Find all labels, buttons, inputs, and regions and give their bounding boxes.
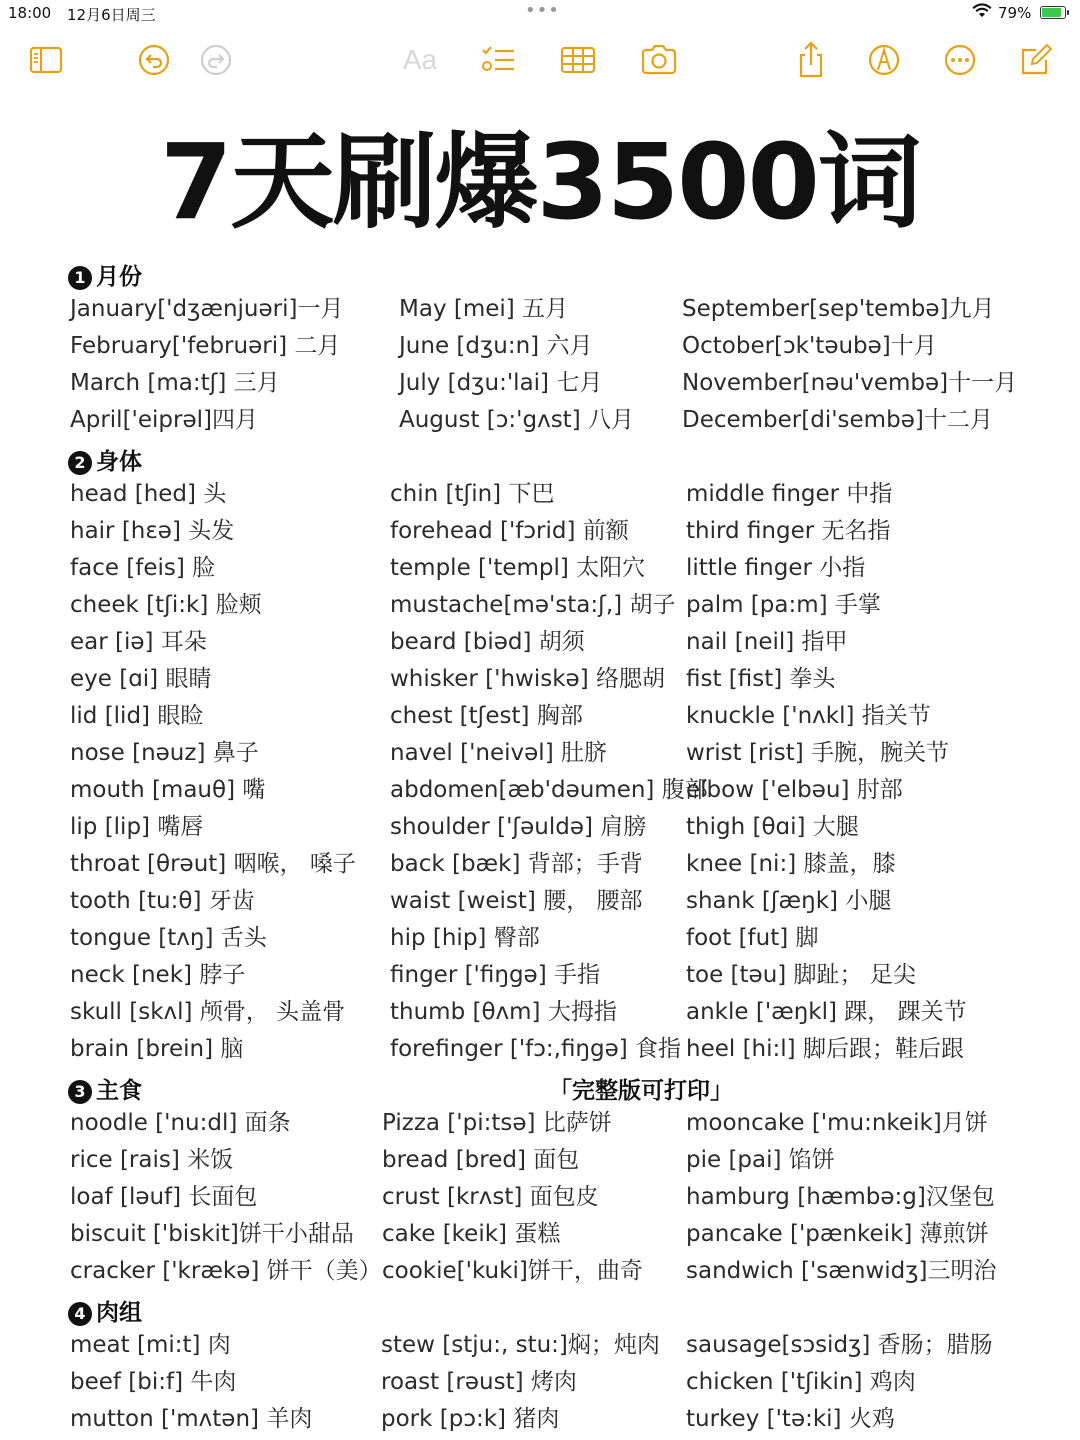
vocab-entry: face [feis] 脸 [70, 555, 216, 581]
vocab-entry: forefinger ['fɔ:,fiŋgə] 食指 [390, 1036, 682, 1062]
vocab-entry: mutton ['mʌtən] 羊肉 [70, 1406, 313, 1432]
vocab-entry: biscuit ['biskit]饼干小甜品 [70, 1221, 354, 1247]
vocab-entry: knuckle ['nʌkl] 指关节 [686, 703, 931, 729]
vocab-entry: crust [krʌst] 面包皮 [382, 1184, 599, 1210]
vocab-entry: May [mei] 五月 [399, 296, 569, 322]
vocab-entry: knee [ni:] 膝盖，膝 [686, 851, 896, 877]
camera-icon[interactable] [639, 40, 679, 80]
vocab-entry: back [bæk] 背部；手背 [390, 851, 643, 877]
vocab-entry: meat [mi:t] 肉 [70, 1332, 231, 1358]
redo-icon[interactable] [196, 40, 236, 80]
vocab-entry: chest [tʃest] 胸部 [390, 703, 583, 729]
vocab-entry: whisker ['hwiskə] 络腮胡 [390, 666, 665, 692]
vocab-entry: lid [lid] 眼睑 [70, 703, 204, 729]
notes-toolbar [0, 40, 1080, 84]
vocab-entry: mooncake ['mu:nkeik]月饼 [686, 1110, 988, 1136]
vocab-entry: middle finger 中指 [686, 481, 893, 507]
vocab-entry: nose [nəuz] 鼻子 [70, 740, 259, 766]
vocab-entry: February['februəri] 二月 [70, 333, 341, 359]
vocab-entry: November[nəu'vembə]十一月 [682, 370, 1018, 396]
vocab-entry: noodle ['nu:dl] 面条 [70, 1110, 291, 1136]
wifi-icon [972, 3, 992, 23]
status-time: 18:00 [8, 4, 52, 22]
vocab-entry: fist [fist] 拳头 [686, 666, 836, 692]
vocab-entry: hip [hip] 臀部 [390, 925, 540, 951]
vocab-entry: Pizza ['pi:tsə] 比萨饼 [382, 1110, 612, 1136]
vocab-entry: tongue [tʌŋ] 舌头 [70, 925, 267, 951]
section-heading-staples: 3 主食 [68, 1072, 142, 1105]
checklist-icon[interactable] [478, 40, 518, 80]
section-heading-months: 1 月份 [68, 258, 142, 291]
vocab-entry: temple ['templ] 太阳穴 [390, 555, 646, 581]
battery-percent: 79% [998, 4, 1032, 22]
vocab-entry: chicken ['tʃikin] 鸡肉 [686, 1369, 916, 1395]
vocab-entry: cracker ['krækə] 饼干（美） [70, 1258, 382, 1284]
vocab-entry: beef [bi:f] 牛肉 [70, 1369, 237, 1395]
vocab-entry: brain [brein] 脑 [70, 1036, 244, 1062]
vocab-entry: stew [stju:, stu:]焖；炖肉 [381, 1332, 660, 1358]
vocab-entry: chin [tʃin] 下巴 [390, 481, 555, 507]
vocab-entry: mouth [mauθ] 嘴 [70, 777, 266, 803]
note-title: 7天刷爆3500词 [160, 121, 920, 243]
print-note: 「完整版可打印」 [549, 1078, 733, 1104]
battery-icon [1040, 6, 1066, 19]
vocab-entry: pork [pɔ:k] 猪肉 [381, 1406, 560, 1432]
vocab-entry: July [dʒu:'lai] 七月 [399, 370, 603, 396]
vocab-entry: beard [biəd] 胡须 [390, 629, 585, 655]
vocab-entry: December[di'sembə]十二月 [682, 407, 993, 433]
vocab-entry: April['eiprəl]四月 [70, 407, 258, 433]
vocab-entry: elbow ['elbəu] 肘部 [686, 777, 903, 803]
vocab-entry: forehead ['fɔrid] 前额 [390, 518, 629, 544]
vocab-entry: shoulder ['ʃəuldə] 肩膀 [390, 814, 647, 840]
vocab-entry: bread [bred] 面包 [382, 1147, 580, 1173]
vocab-entry: neck [nek] 脖子 [70, 962, 246, 988]
vocab-entry: August [ɔ:'gʌst] 八月 [399, 407, 634, 433]
vocab-entry: cookie['kuki]饼干，曲奇 [382, 1258, 643, 1284]
vocab-entry: cake [keik] 蛋糕 [382, 1221, 561, 1247]
vocab-entry: January['dʒænjuəri]一月 [70, 296, 344, 322]
vocab-entry: tooth [tu:θ] 牙齿 [70, 888, 255, 914]
vocab-entry: hamburg [hæmbə:g]汉堡包 [686, 1184, 995, 1210]
vocab-entry: mustache[mə'sta:ʃ,] 胡子 [390, 592, 676, 618]
sidebar-icon[interactable] [26, 40, 66, 80]
vocab-entry: turkey ['tə:ki] 火鸡 [686, 1406, 895, 1432]
text-format-icon[interactable]: Aa [402, 44, 438, 75]
markup-icon[interactable] [864, 40, 904, 80]
vocab-entry: sandwich ['sænwidʒ]三明治 [686, 1258, 997, 1284]
vocab-entry: palm [pa:m] 手掌 [686, 592, 881, 618]
vocab-entry: head [hed] 头 [70, 481, 227, 507]
vocab-entry: roast [rəust] 烤肉 [381, 1369, 577, 1395]
vocab-entry: September[sep'tembə]九月 [682, 296, 995, 322]
vocab-entry: loaf [ləuf] 长面包 [70, 1184, 258, 1210]
status-date: 12月6日周三 [67, 6, 156, 24]
vocab-entry: June [dʒu:n] 六月 [399, 333, 593, 359]
vocab-entry: wrist [rist] 手腕，腕关节 [686, 740, 950, 766]
vocab-entry: waist [weist] 腰， 腰部 [390, 888, 643, 914]
compose-icon[interactable] [1016, 40, 1056, 80]
vocab-entry: lip [lip] 嘴唇 [70, 814, 204, 840]
vocab-entry: ear [iə] 耳朵 [70, 629, 207, 655]
vocab-entry: March [ma:tʃ] 三月 [70, 370, 280, 396]
share-icon[interactable] [791, 40, 831, 80]
more-icon[interactable] [940, 40, 980, 80]
vocab-entry: little finger 小指 [686, 555, 866, 581]
vocab-entry: throat [θrəut] 咽喉， 嗓子 [70, 851, 356, 877]
vocab-entry: heel [hi:l] 脚后跟；鞋后跟 [686, 1036, 964, 1062]
vocab-entry: third finger 无名指 [686, 518, 891, 544]
vocab-entry: October[ɔk'təubə]十月 [682, 333, 937, 359]
vocab-entry: finger ['fiŋgə] 手指 [390, 962, 600, 988]
vocab-entry: pancake ['pænkeik] 薄煎饼 [686, 1221, 989, 1247]
vocab-entry: thumb [θʌm] 大拇指 [390, 999, 617, 1025]
table-icon[interactable] [558, 40, 598, 80]
vocab-entry: ankle ['æŋkl] 踝， 踝关节 [686, 999, 967, 1025]
undo-icon[interactable] [134, 40, 174, 80]
section-heading-body: 2 身体 [68, 443, 142, 476]
vocab-entry: thigh [θɑi] 大腿 [686, 814, 859, 840]
multitasking-dots-icon[interactable]: ••• [525, 0, 560, 21]
vocab-entry: foot [fut] 脚 [686, 925, 819, 951]
vocab-entry: navel ['neivəl] 肚脐 [390, 740, 607, 766]
vocab-entry: rice [rais] 米饭 [70, 1147, 234, 1173]
vocab-entry: sausage[sɔsidʒ] 香肠；腊肠 [686, 1332, 993, 1358]
vocab-entry: hair [hɛə] 头发 [70, 518, 235, 544]
section-heading-meat: 4 肉组 [68, 1294, 142, 1327]
vocab-entry: toe [təu] 脚趾； 足尖 [686, 962, 916, 988]
vocab-entry: cheek [tʃi:k] 脸颊 [70, 592, 262, 618]
vocab-entry: abdomen[æb'dəumen] 腹部 [390, 777, 708, 803]
vocab-entry: shank [ʃæŋk] 小腿 [686, 888, 892, 914]
vocab-entry: eye [ɑi] 眼睛 [70, 666, 212, 692]
vocab-entry: pie [pai] 馅饼 [686, 1147, 835, 1173]
vocab-entry: nail [neil] 指甲 [686, 629, 848, 655]
status-bar [0, 0, 1080, 28]
vocab-entry: skull [skʌl] 颅骨， 头盖骨 [70, 999, 346, 1025]
